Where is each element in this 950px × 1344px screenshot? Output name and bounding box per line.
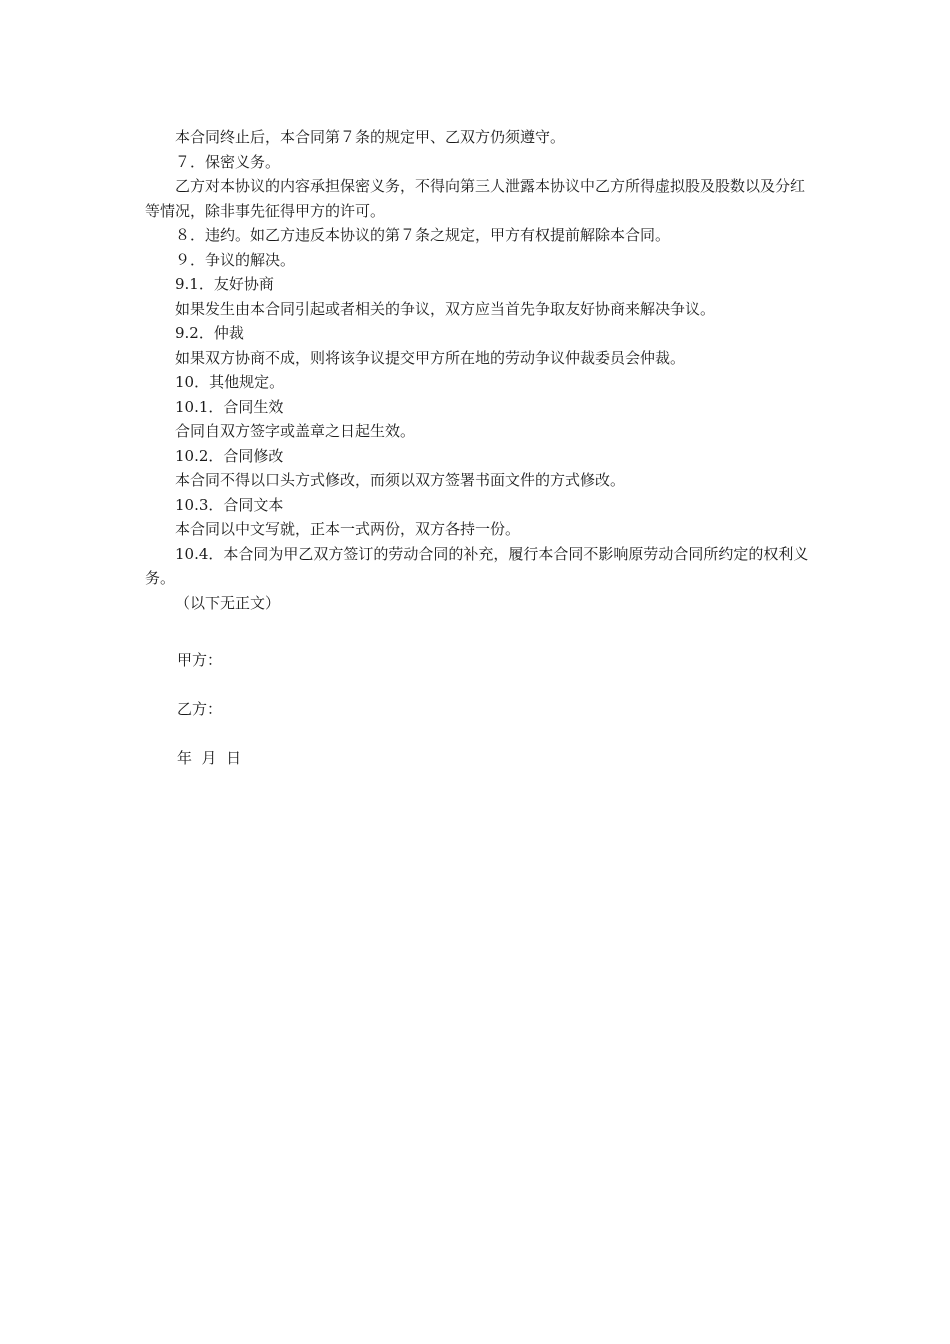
signature-date: 年 月 日 [177, 749, 242, 767]
clause-paragraph: 10.4．本合同为甲乙双方签订的劳动合同的补充，履行本合同不影响原劳动合同所约定的权利义务。 [145, 544, 809, 587]
subsection-heading-effective: 10.1．合同生效 [175, 397, 284, 416]
clause-paragraph: 本合同不得以口头方式修改，而须以双方签署书面文件的方式修改。 [175, 471, 626, 489]
section-heading-breach: ８．违约。如乙方违反本协议的第７条之规定，甲方有权提前解除本合同。 [175, 226, 671, 244]
signature-party-a: 甲方： [177, 651, 223, 669]
subsection-heading-arbitration: 9.2．仲裁 [175, 324, 244, 342]
section-heading-dispute: ９．争议的解决。 [175, 250, 296, 269]
section-heading-confidentiality: ７．保密义务。 [175, 152, 281, 171]
clause-paragraph: 如果发生由本合同引起或者相关的争议，双方应当首先争取友好协商来解决争议。 [175, 299, 716, 318]
contract-body [145, 125, 810, 615]
signature-party-b: 乙方： [177, 700, 223, 718]
clause-paragraph: 本合同终止后，本合同第７条的规定甲、乙双方仍须遵守。 [175, 128, 566, 146]
section-heading-other: 10．其他规定。 [175, 373, 285, 391]
end-of-text-note: （以下无正文） [175, 593, 281, 612]
clause-paragraph: 如果双方协商不成，则将该争议提交甲方所在地的劳动争议仲裁委员会仲裁。 [175, 348, 686, 367]
subsection-heading-negotiation: 9.1．友好协商 [175, 275, 274, 293]
clause-paragraph: 本合同以中文写就，正本一式两份，双方各持一份。 [175, 520, 521, 538]
clause-paragraph: 乙方对本协议的内容承担保密义务，不得向第三人泄露本协议中乙方所得虚拟股及股数以及分红等情况，除非事先征得甲方的许可。 [145, 177, 806, 220]
subsection-heading-amendment: 10.2．合同修改 [175, 446, 284, 465]
clause-paragraph: 合同自双方签字或盖章之日起生效。 [175, 422, 416, 440]
subsection-heading-text: 10.3．合同文本 [175, 495, 284, 514]
